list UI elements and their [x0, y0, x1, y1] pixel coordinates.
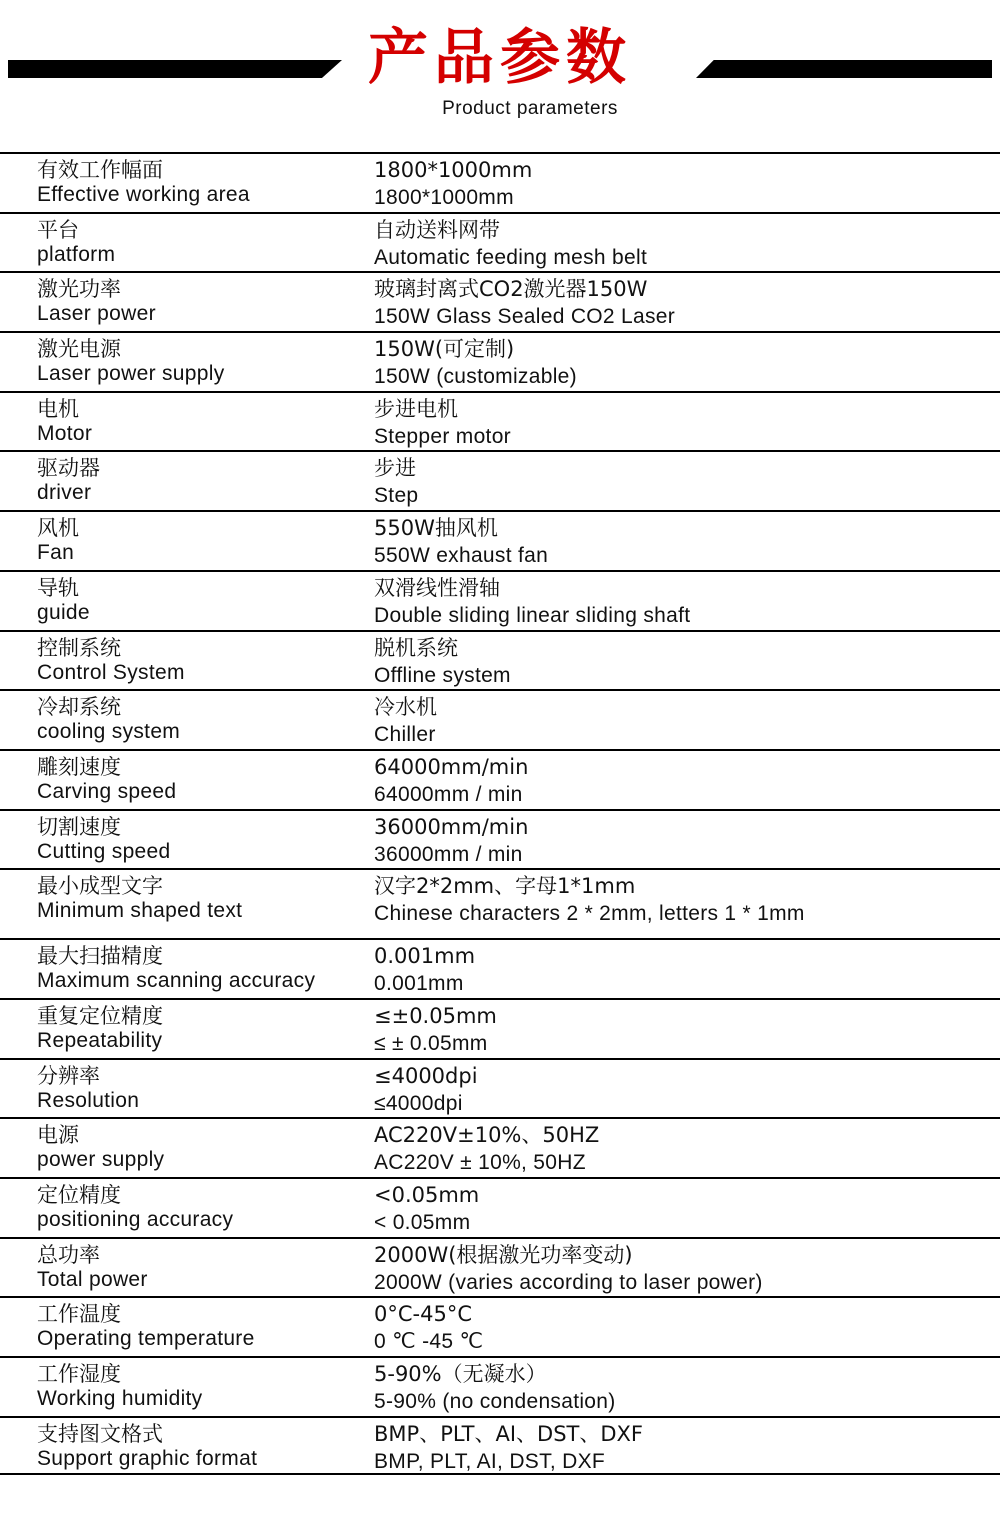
- param-label: [37, 944, 367, 993]
- param-value: [374, 576, 994, 628]
- param-label-cn: 驱动器: [37, 456, 100, 481]
- param-value-cn: 0.001mm: [374, 944, 476, 969]
- table-row: [0, 391, 1000, 451]
- table-row: [0, 152, 1000, 212]
- param-value-en: Offline system: [374, 663, 511, 687]
- table-row: [0, 212, 1000, 272]
- param-value-en: Double sliding linear sliding shaft: [374, 603, 691, 627]
- param-value-cn: 1800*1000mm: [374, 158, 533, 182]
- param-value-en: 0 ℃ -45 ℃: [374, 1330, 484, 1354]
- param-label: [37, 1422, 367, 1471]
- param-value-en: 64000mm / min: [374, 782, 523, 806]
- table-row: [0, 1416, 1000, 1476]
- param-label: [37, 516, 367, 565]
- table-row: [0, 998, 1000, 1058]
- param-value-en: 150W (customizable): [374, 365, 577, 389]
- param-value: [374, 1422, 994, 1474]
- param-label-cn: 电源: [37, 1123, 79, 1148]
- param-value-cn: 5-90%（无凝水）: [374, 1362, 547, 1387]
- param-label-en: Carving speed: [37, 779, 177, 803]
- param-label-en: Control System: [37, 660, 185, 684]
- param-label-en: Fan: [37, 541, 75, 565]
- param-value-en: < 0.05mm: [374, 1211, 471, 1234]
- param-value-en: Chiller: [374, 723, 436, 747]
- param-label-cn: 激光电源: [37, 337, 121, 362]
- param-value: [374, 1243, 994, 1295]
- param-label-en: Motor: [37, 421, 93, 445]
- param-label-cn: 最小成型文字: [37, 874, 163, 899]
- param-value-cn: 双滑线性滑轴: [374, 575, 500, 600]
- param-label-cn: 冷却系统: [37, 695, 121, 720]
- param-value-cn: ≤4000dpi: [374, 1063, 478, 1088]
- param-label-cn: 平台: [37, 217, 79, 242]
- param-label-en: Repeatability: [37, 1028, 163, 1052]
- param-label-cn: 激光功率: [37, 277, 121, 302]
- param-value: [374, 1123, 994, 1175]
- param-label-cn: 支持图文格式: [37, 1421, 163, 1446]
- param-label-cn: 控制系统: [37, 635, 121, 660]
- param-label: [37, 695, 367, 744]
- param-label: [37, 1362, 367, 1411]
- param-label-en: Maximum scanning accuracy: [37, 969, 316, 993]
- param-label: [37, 277, 367, 326]
- param-value: [374, 1302, 994, 1354]
- param-value-en: ≤4000dpi: [374, 1091, 463, 1115]
- param-label-cn: 切割速度: [37, 814, 121, 839]
- param-value-en: Automatic feeding mesh belt: [374, 245, 648, 269]
- param-label-en: Working humidity: [37, 1387, 203, 1411]
- table-row: [0, 510, 1000, 570]
- page-title: 产品参数: [368, 23, 632, 93]
- table-row: [0, 1058, 1000, 1118]
- table-row: [0, 1356, 1000, 1416]
- param-label-cn: 有效工作幅面: [37, 158, 163, 182]
- param-label: [37, 1183, 367, 1232]
- param-value-cn: 150W(可定制): [374, 337, 515, 362]
- table-row: [0, 1177, 1000, 1237]
- param-value-cn: 0°C-45°C: [374, 1302, 472, 1327]
- param-value-en: 1800*1000mm: [374, 186, 514, 209]
- param-label: [37, 218, 367, 267]
- param-value: [374, 218, 994, 270]
- param-label-cn: 风机: [37, 516, 79, 541]
- param-value-en: 0.001mm: [374, 972, 464, 996]
- param-value-en: ≤ ± 0.05mm: [374, 1031, 488, 1055]
- param-value-cn: 步进电机: [374, 396, 458, 421]
- param-value: [374, 636, 994, 688]
- header: [0, 0, 1000, 140]
- param-label-cn: 分辨率: [37, 1063, 100, 1088]
- param-label: [37, 456, 367, 505]
- param-value-en: 550W exhaust fan: [374, 544, 549, 568]
- page-subtitle: Product parameters: [442, 98, 618, 119]
- param-value-cn: 自动送料网带: [374, 217, 500, 242]
- parameters-table: [0, 152, 1000, 1475]
- param-value-cn: BMP、PLT、AI、DST、DXF: [374, 1421, 644, 1446]
- param-value-en: Stepper motor: [374, 424, 511, 448]
- table-row: [0, 630, 1000, 690]
- param-value: [374, 277, 994, 329]
- param-value-cn: 36000mm/min: [374, 814, 529, 839]
- param-value: [374, 874, 994, 926]
- table-row: [0, 868, 1000, 938]
- param-label: [37, 755, 367, 804]
- param-label-en: guide: [37, 600, 90, 624]
- param-value: [374, 516, 994, 568]
- param-value-cn: 64000mm/min: [374, 754, 529, 779]
- param-value: [374, 1004, 994, 1056]
- param-label: [37, 1064, 367, 1113]
- table-row: [0, 1296, 1000, 1356]
- param-value-en: Step: [374, 484, 419, 508]
- param-value-en: BMP, PLT, AI, DST, DXF: [374, 1449, 606, 1473]
- param-value: [374, 1064, 994, 1116]
- param-label-en: Laser power supply: [37, 362, 225, 386]
- param-value: [374, 1183, 994, 1235]
- param-value: [374, 815, 994, 867]
- param-label-en: positioning accuracy: [37, 1208, 234, 1231]
- param-value-en: 150W Glass Sealed CO2 Laser: [374, 305, 676, 329]
- param-label-en: Laser power: [37, 302, 156, 326]
- table-row: [0, 938, 1000, 998]
- param-label-cn: 雕刻速度: [37, 754, 121, 779]
- param-value: [374, 397, 994, 449]
- param-value: [374, 944, 994, 996]
- param-value: [374, 755, 994, 807]
- param-value-cn: 550W抽风机: [374, 516, 498, 541]
- param-value: [374, 158, 994, 210]
- table-row: [0, 749, 1000, 809]
- table-row: [0, 1237, 1000, 1297]
- param-label: [37, 158, 367, 207]
- param-value-cn: 步进: [374, 456, 416, 481]
- table-row: [0, 570, 1000, 630]
- param-value-en: 5-90% (no condensation): [374, 1390, 616, 1414]
- param-value-cn: 汉字2*2mm、字母1*1mm: [374, 874, 636, 899]
- param-value-cn: 玻璃封离式CO2激光器150W: [374, 277, 648, 302]
- param-label-en: Minimum shaped text: [37, 899, 243, 923]
- param-label: [37, 576, 367, 625]
- param-value: [374, 1362, 994, 1414]
- param-label: [37, 397, 367, 446]
- param-label-en: Operating temperature: [37, 1327, 255, 1351]
- param-value: [374, 337, 994, 389]
- param-label-cn: 定位精度: [37, 1183, 121, 1207]
- param-label-en: Total power: [37, 1267, 148, 1291]
- param-value-en: 2000W (varies according to laser power): [374, 1270, 763, 1294]
- param-label-en: Support graphic format: [37, 1446, 258, 1470]
- param-value-cn: ≤±0.05mm: [374, 1003, 497, 1028]
- param-value-cn: AC220V±10%、50HZ: [374, 1123, 600, 1148]
- param-label-cn: 工作温度: [37, 1302, 121, 1327]
- param-label-cn: 最大扫描精度: [37, 944, 163, 969]
- param-value: [374, 695, 994, 747]
- param-label-en: Cutting speed: [37, 839, 171, 863]
- param-value-cn: 脱机系统: [374, 635, 458, 660]
- table-row: [0, 809, 1000, 869]
- table-row: [0, 271, 1000, 331]
- param-label: [37, 1302, 367, 1351]
- param-value-cn: <0.05mm: [374, 1183, 480, 1207]
- param-value: [374, 456, 994, 508]
- param-label-en: Resolution: [37, 1088, 140, 1112]
- param-value-cn: 2000W(根据激光功率变动): [374, 1242, 633, 1267]
- table-row: [0, 689, 1000, 749]
- param-label-cn: 总功率: [37, 1242, 100, 1267]
- param-label: [37, 815, 367, 864]
- table-row: [0, 450, 1000, 510]
- param-label-en: cooling system: [37, 720, 181, 744]
- param-label: [37, 1123, 367, 1172]
- param-label: [37, 636, 367, 685]
- param-value-en: Chinese characters 2 * 2mm, letters 1 * 1mm: [374, 902, 805, 926]
- table-row: [0, 331, 1000, 391]
- param-label-cn: 导轨: [37, 575, 79, 600]
- param-label: [37, 874, 367, 923]
- param-label: [37, 1004, 367, 1053]
- param-value-en: 36000mm / min: [374, 842, 523, 866]
- param-label-en: power supply: [37, 1148, 165, 1172]
- param-label: [37, 1243, 367, 1292]
- param-label-en: platform: [37, 242, 116, 266]
- param-label-en: driver: [37, 481, 92, 505]
- param-label-cn: 重复定位精度: [37, 1003, 163, 1028]
- param-value-cn: 冷水机: [374, 695, 437, 720]
- param-label-cn: 电机: [37, 396, 79, 421]
- param-value-en: AC220V ± 10%, 50HZ: [374, 1151, 586, 1175]
- table-row: [0, 1117, 1000, 1177]
- param-label-cn: 工作湿度: [37, 1362, 121, 1387]
- param-label-en: Effective working area: [37, 183, 250, 206]
- param-label: [37, 337, 367, 386]
